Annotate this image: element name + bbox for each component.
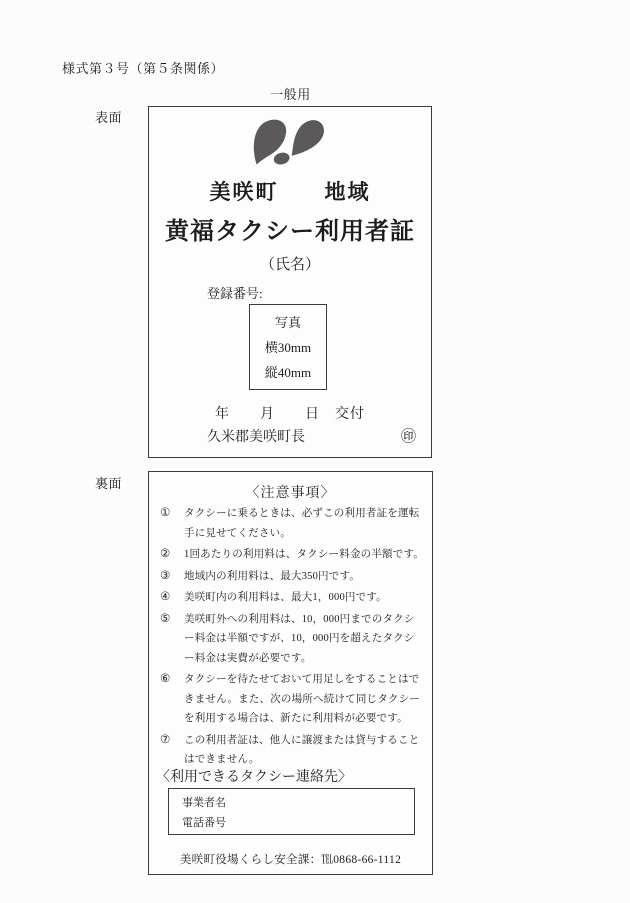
taxi-contact-box (168, 788, 415, 835)
note-number: ⑥ (160, 673, 171, 685)
note-number: ① (160, 507, 171, 519)
usage-type-label: 一般用 (270, 87, 311, 102)
note-text: この利用者証は、他人に譲渡または貸与することはできません。 (184, 734, 420, 765)
note-item (160, 567, 425, 587)
notes-list (160, 504, 425, 772)
company-name-label: 事業者名 (182, 797, 226, 809)
back-side-label: 裏面 (95, 476, 123, 491)
name-label: （氏名） (259, 257, 320, 273)
seal-icon: ㊞ (400, 429, 416, 445)
town-office-contact: 美咲町役場くらし安全課：℡0868-66-1112 (179, 854, 402, 866)
issue-date-line: 年 月 日 交付 (215, 407, 365, 422)
note-number: ② (160, 548, 171, 560)
card-front (148, 106, 432, 458)
taxi-contact-title: 〈利用できるタクシー連絡先〉 (156, 770, 352, 785)
note-item (160, 588, 425, 608)
note-text: 地域内の利用料は、最大350円です。 (184, 570, 361, 582)
issuer-name: 久米郡美咲町長 (207, 429, 305, 445)
issuer-row (207, 425, 416, 446)
photo-label: 写真 (274, 314, 301, 330)
note-number: ⑤ (160, 612, 171, 625)
photo-width-spec: 横30mm (264, 339, 312, 355)
registration-number-label: 登録番号: (207, 286, 263, 301)
note-text: 美咲町内の利用料は、最大1，000円です。 (184, 592, 387, 603)
photo-placeholder-box (249, 304, 327, 390)
region-line: 美咲町 地域 (209, 180, 371, 204)
note-number: ⑦ (160, 733, 171, 746)
note-number: ④ (160, 591, 171, 603)
note-number: ③ (160, 569, 171, 582)
note-item (160, 504, 425, 543)
photo-height-spec: 縦40mm (264, 364, 312, 380)
phone-number-label: 電話番号 (182, 817, 226, 829)
form-number: 様式第３号（第５条関係） (62, 61, 225, 76)
notes-title: 〈注意事項〉 (245, 486, 336, 501)
note-text: 1回あたりの利用料は、タクシー料金の半額です。 (184, 549, 425, 560)
note-text: タクシーを待たせておいて用足しをすることはできません。また、次の場所へ続けて同じタクシーを利用する場合は、新たに利用料が必要です。 (184, 674, 421, 724)
note-item (160, 610, 425, 669)
card-title: 黄福タクシー利用者証 (165, 219, 415, 245)
note-text: 美咲町外への利用料は、10，000円までのタクシー料金は半額ですが、10，000円を超えたタクシー料金は実費が必要です。 (184, 613, 415, 664)
note-item (160, 670, 425, 729)
card-back (148, 471, 433, 875)
note-item (160, 545, 425, 565)
note-text: タクシーに乗るときは、必ずこの利用者証を運転手に見せてください。 (184, 508, 420, 539)
misaki-town-emblem-icon (251, 118, 329, 168)
front-side-label: 表面 (95, 110, 123, 125)
note-item (160, 731, 425, 770)
